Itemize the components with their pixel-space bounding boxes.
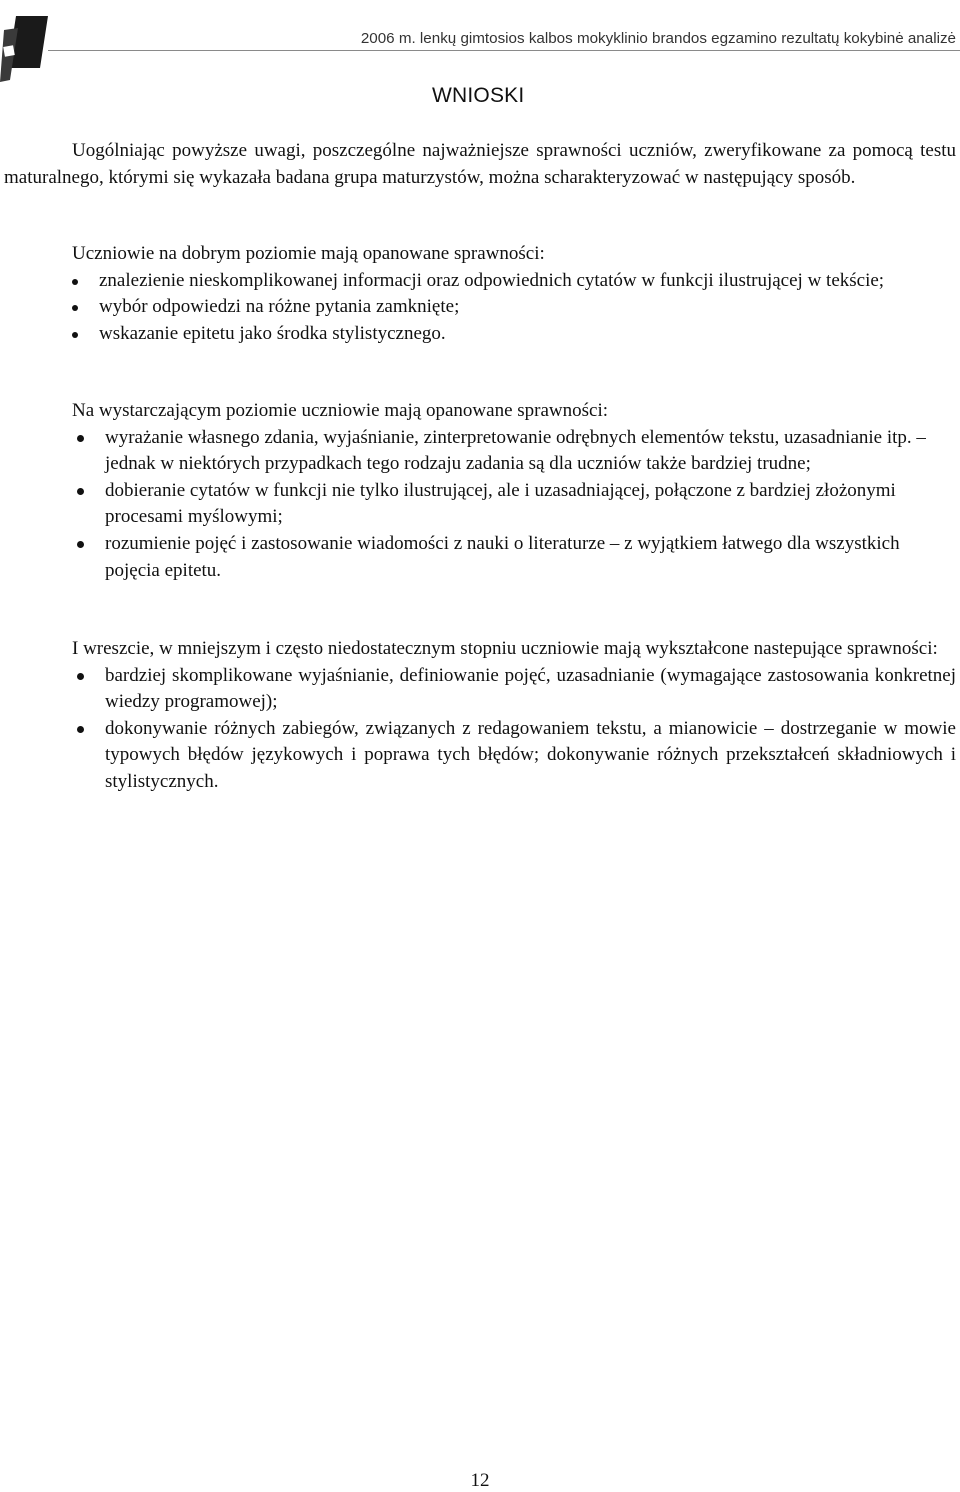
bullet-icon xyxy=(72,279,78,285)
list-item-text: znalezienie nieskomplikowanej informacji oraz odpowiednich cytatów w funkcji ilustrującej w tekście; xyxy=(99,269,885,291)
bullet-icon xyxy=(72,305,78,311)
list-item-text: dokonywanie różnych zabiegów, związanych z redagowaniem tekstu, a mianowicie – dostrzeganie w mowie typowych błędów językowych i poprawa tych błędów; dokonywanie różnych przekształceń składniowych i stylistycznych. xyxy=(105,717,956,792)
header-divider xyxy=(48,50,960,51)
list-item-text: dobieranie cytatów w funkcji nie tylko ilustrującej, ale i uzasadniającej, połączone z bardziej złożonymi procesami myślowymi; xyxy=(105,479,896,528)
section-lead: I wreszcie, w mniejszym i często niedostatecznym stopniu uczniowie mają wykształcone nastepujące sprawności: xyxy=(72,638,938,659)
list-item xyxy=(72,268,956,295)
publisher-logo-icon xyxy=(0,10,52,82)
section-good-level xyxy=(72,241,956,347)
bullet-icon xyxy=(77,726,84,733)
running-header: 2006 m. lenkų gimtosios kalbos mokyklinio brandos egzamino rezultatų kokybinė analizė xyxy=(360,30,956,47)
list-item-text: wskazanie epitetu jako środka stylistycznego. xyxy=(99,322,446,344)
list-item xyxy=(72,478,956,531)
section-insufficient-level xyxy=(4,636,956,796)
list-item xyxy=(72,425,956,478)
list-item-text: wybór odpowiedzi na różne pytania zamknięte; xyxy=(99,296,460,318)
list-item xyxy=(72,663,956,716)
bullet-icon xyxy=(77,673,84,680)
section-lead: Uczniowie na dobrym poziomie mają opanowane sprawności: xyxy=(72,243,545,264)
bullet-list xyxy=(72,268,956,348)
list-item-text: bardziej skomplikowane wyjaśnianie, definiowanie pojęć, uzasadnianie (wymagające zastosowania konkretnej wiedzy programowej); xyxy=(105,664,956,713)
bullet-list xyxy=(72,425,956,585)
section-lead: Na wystarczającym poziomie uczniowie mają opanowane sprawności: xyxy=(72,400,609,421)
section-sufficient-level xyxy=(72,398,956,584)
bullet-icon xyxy=(77,435,84,442)
list-item-text: rozumienie pojęć i zastosowanie wiadomości z nauki o literaturze – z wyjątkiem łatwego dla wszystkich pojęcia epitetu. xyxy=(105,532,900,581)
list-item xyxy=(72,321,956,348)
bullet-icon xyxy=(77,541,84,548)
list-item xyxy=(72,531,956,584)
bullet-icon xyxy=(72,332,78,338)
bullet-list xyxy=(72,663,956,796)
list-item-text: wyrażanie własnego zdania, wyjaśnianie, zinterpretowanie odrębnych elementów tekstu, uzasadnianie itp. – jednak w niektórych przypadkach tego rodzaju zadania są dla uczniów także bardziej trudne; xyxy=(105,426,926,475)
intro-paragraph: Uogólniając powyższe uwagi, poszczególne najważniejsze sprawności uczniów, zweryfikowane za pomocą testu maturalnego, którymi się wykazała badana grupa maturzystów, można scharakteryzować w następujący sposób. xyxy=(4,140,956,188)
list-item xyxy=(72,716,956,796)
list-item xyxy=(72,294,956,321)
section-heading: WNIOSKI xyxy=(432,84,525,107)
page-number: 12 xyxy=(470,1470,490,1491)
bullet-icon xyxy=(77,488,84,495)
